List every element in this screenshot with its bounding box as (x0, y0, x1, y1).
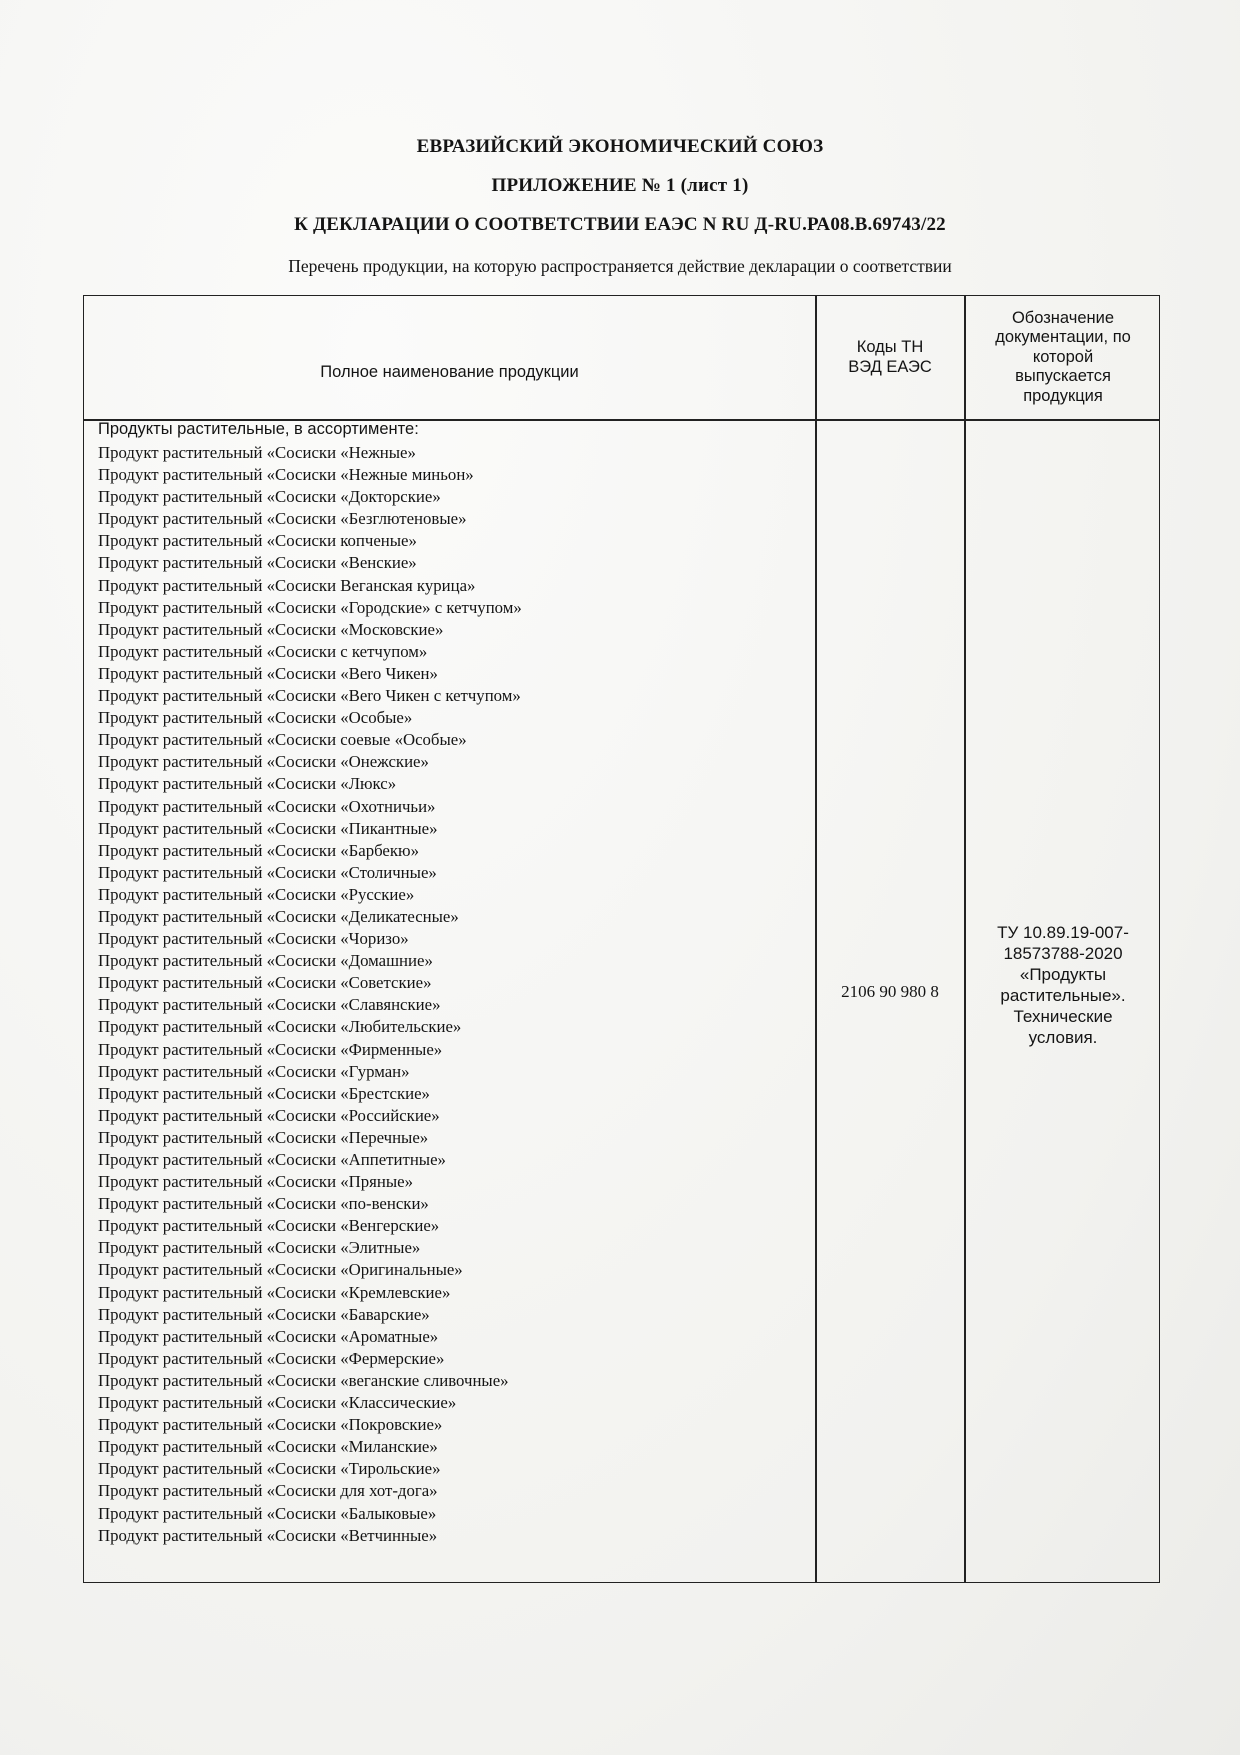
product-item: Продукт растительный «Сосиски «Ароматные» (98, 1326, 439, 1346)
product-item: Продукт растительный «Сосиски «Барбекю» (98, 840, 419, 860)
product-list (98, 442, 808, 1547)
product-item: Продукт растительный «Сосиски «Особые» (98, 708, 413, 728)
product-item: Продукт растительный «Сосиски «Люкс» (98, 774, 397, 794)
product-item: Продукт растительный «Сосиски «Нежные» (98, 443, 416, 462)
column-header-code-line: ВЭД ЕАЭС (848, 357, 932, 376)
product-item: Продукт растительный «Сосиски «Веrо Чикен с кетчупом» (98, 686, 521, 706)
product-item: Продукт растительный «Сосиски «Ветчинные» (98, 1525, 438, 1545)
product-item: Продукт растительный «Сосиски Веганская курица» (98, 575, 476, 595)
column-header-name: Полное наименование продукции (320, 362, 579, 381)
product-item: Продукт растительный «Сосиски «Пикантные» (98, 818, 438, 838)
product-item: Продукт растительный «Сосиски «Любительские» (98, 1017, 462, 1037)
column-header-doc-line: выпускается (1015, 367, 1111, 386)
product-item: Продукт растительный «Сосиски «Веrо Чикен» (98, 663, 438, 683)
product-item: Продукт растительный «Сосиски «Деликатесные» (98, 906, 459, 926)
tu-document (966, 922, 1160, 1048)
product-item: Продукт растительный «Сосиски «Русские» (98, 884, 415, 904)
product-item: Продукт растительный «Сосиски «Пряные» (98, 1172, 413, 1192)
tu-document-line: растительные». (1000, 986, 1126, 1005)
tn-ved-code: 2106 90 980 8 (841, 982, 939, 1001)
product-item: Продукт растительный «Сосиски для хот-дога» (98, 1481, 438, 1501)
product-item: Продукт растительный «Сосиски «Венгерские» (98, 1216, 440, 1236)
product-item: Продукт растительный «Сосиски «Фирменные» (98, 1039, 443, 1059)
product-item: Продукт растительный «Сосиски «Онежские» (98, 752, 429, 772)
product-item: Продукт растительный «Сосиски соевые «Особые» (98, 730, 467, 750)
column-divider (815, 296, 817, 1582)
product-item: Продукт растительный «Сосиски «Охотничьи» (98, 796, 436, 816)
product-item: Продукт растительный «Сосиски с кетчупом» (98, 641, 428, 661)
appendix-title: ПРИЛОЖЕНИЕ № 1 (лист 1) (491, 175, 749, 196)
product-list-heading: Продукты растительные, в ассортименте: (98, 420, 419, 438)
product-item: Продукт растительный «Сосиски «Элитные» (98, 1238, 421, 1258)
product-item: Продукт растительный «Сосиски «Московские» (98, 619, 444, 639)
product-item: Продукт растительный «Сосиски «Городские» с кетчупом» (98, 597, 522, 617)
product-item: Продукт растительный «Сосиски «Оригинальные» (98, 1260, 463, 1280)
column-header-code-line: Коды ТН (856, 338, 924, 356)
product-item: Продукт растительный «Сосиски «Балыковые» (98, 1503, 437, 1523)
product-item: Продукт растительный «Сосиски «Безглютеновые» (98, 509, 467, 529)
list-subtitle: Перечень продукции, на которую распространяется действие декларации о соответствии (288, 256, 952, 276)
product-item: Продукт растительный «Сосиски «Покровские» (98, 1415, 443, 1435)
product-item: Продукт растительный «Сосиски «Баварские» (98, 1304, 430, 1324)
product-item: Продукт растительный «Сосиски «Столичные» (98, 862, 437, 882)
products-table (83, 295, 1160, 1583)
product-item: Продукт растительный «Сосиски «Домашние» (98, 951, 433, 971)
column-header-doc (966, 296, 1160, 419)
product-item: Продукт растительный «Сосиски «Аппетитные» (98, 1150, 446, 1169)
product-item: Продукт растительный «Сосиски «Венские» (98, 553, 417, 573)
column-header-doc-line: Обозначение (1011, 308, 1115, 327)
product-item: Продукт растительный «Сосиски «по-венски» (98, 1194, 429, 1214)
product-item: Продукт растительный «Сосиски «Классические» (98, 1393, 457, 1413)
tu-document-line: «Продукты (1019, 965, 1107, 984)
tu-document-line: условия. (1028, 1028, 1098, 1047)
product-item: Продукт растительный «Сосиски «Брестские» (98, 1083, 430, 1103)
product-item: Продукт растительный «Сосиски «Миланские» (98, 1437, 438, 1457)
column-header-doc-line: продукция (1023, 386, 1103, 405)
product-item: Продукт растительный «Сосиски «Кремлевские» (98, 1282, 451, 1302)
tu-document-line: ТУ 10.89.19-007- (997, 923, 1129, 942)
product-item: Продукт растительный «Сосиски «Гурман» (98, 1061, 410, 1081)
column-header-doc-line: документации, по (995, 328, 1131, 347)
column-header-code (816, 296, 964, 419)
tu-document-line: 18573788-2020 (1003, 944, 1123, 963)
product-item: Продукт растительный «Сосиски «Российские» (98, 1105, 440, 1125)
product-item: Продукт растительный «Сосиски «веганские сливочные» (98, 1370, 509, 1390)
product-item: Продукт растительный «Сосиски «Нежные миньон» (98, 465, 474, 485)
declaration-title: К ДЕКЛАРАЦИИ О СООТВЕТСТВИИ ЕАЭС N RU Д-RU.РА08.В.69743/22 (294, 214, 946, 235)
column-header-doc-line: которой (1032, 347, 1094, 366)
product-item: Продукт растительный «Сосиски «Фермерские» (98, 1348, 445, 1368)
product-item: Продукт растительный «Сосиски «Чоризо» (98, 929, 409, 949)
product-item: Продукт растительный «Сосиски «Перечные» (98, 1127, 429, 1147)
product-item: Продукт растительный «Сосиски «Тирольские» (98, 1459, 441, 1479)
tu-document-line: Технические (1013, 1007, 1113, 1026)
product-item: Продукт растительный «Сосиски «Докторские» (98, 487, 441, 507)
product-item: Продукт растительный «Сосиски «Славянские» (98, 995, 441, 1015)
union-title: ЕВРАЗИЙСКИЙ ЭКОНОМИЧЕСКИЙ СОЮЗ (416, 136, 824, 157)
product-item: Продукт растительный «Сосиски копченые» (98, 531, 417, 551)
product-item: Продукт растительный «Сосиски «Советские» (98, 973, 432, 993)
